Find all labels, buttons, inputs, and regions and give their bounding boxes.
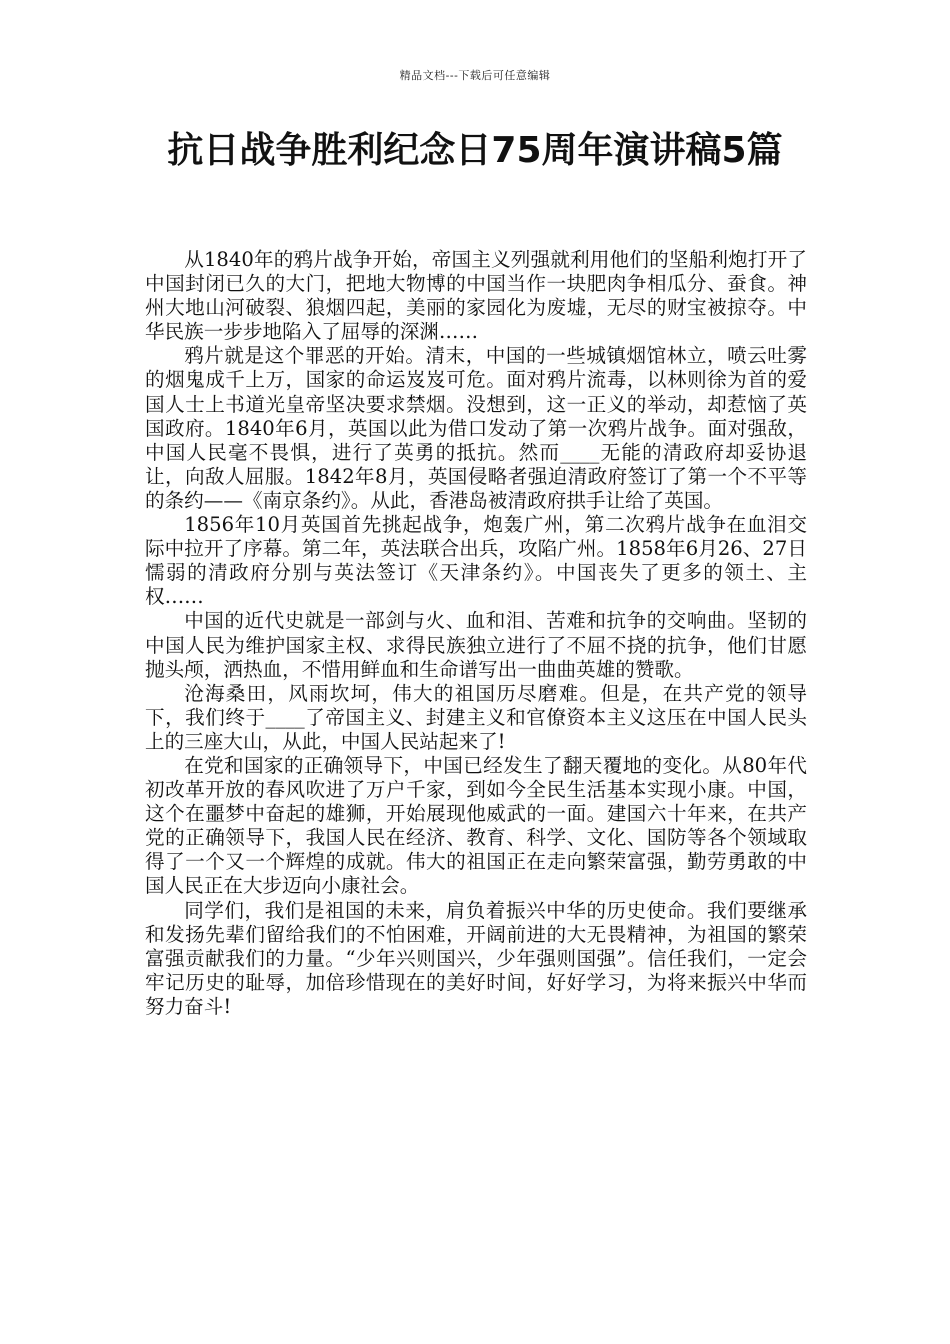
document-body <box>145 248 807 1019</box>
paragraph: 在党和国家的正确领导下，中国已经发生了翻天覆地的变化。从80年代初改革开放的春风吹进了万户千家，到如今全民生活基本实现小康。中国，这个在噩梦中奋起的雄狮，开始展现他威武的一面。建国六十年来，在共产党的正确领导下，我国人民在经济、教育、科学、文化、国防等各个领域取得了一个又一个辉煌的成就。伟大的祖国正在走向繁荣富强，勤劳勇敢的中国人民正在大步迈向小康社会。 <box>145 753 807 898</box>
paragraph: 中国的近代史就是一部剑与火、血和泪、苦难和抗争的交响曲。坚韧的中国人民为维护国家主权、求得民族独立进行了不屈不挠的抗争，他们甘愿抛头颅，洒热血，不惜用鲜血和生命谱写出一曲曲英雄的赞歌。 <box>145 609 807 681</box>
paragraph: 同学们，我们是祖国的未来，肩负着振兴中华的历史使命。我们要继承和发扬先辈们留给我们的不怕困难，开阔前进的大无畏精神，为祖国的繁荣富强贡献我们的力量。“少年兴则国兴，少年强则国强”。信任我们，一定会牢记历史的耻辱，加倍珍惜现在的美好时间，好好学习，为将来振兴中华而努力奋斗! <box>145 898 807 1018</box>
paragraph: 沧海桑田，风雨坎坷，伟大的祖国历尽磨难。但是，在共产党的领导下，我们终于____了帝国主义、封建主义和官僚资本主义这压在中国人民头上的三座大山，从此，中国人民站起来了! <box>145 681 807 753</box>
paragraph: 1856年10月英国首先挑起战争，炮轰广州，第二次鸦片战争在血泪交际中拉开了序幕。第二年，英法联合出兵，攻陷广州。1858年6月26、27日懦弱的清政府分别与英法签订《天津条约》。中国丧失了更多的领土、主权…… <box>145 513 807 609</box>
page-title: 抗日战争胜利纪念日75周年演讲稿5篇 <box>167 130 783 171</box>
header-note: 精品文档---下载后可任意编辑 <box>399 69 551 82</box>
paragraph: 从1840年的鸦片战争开始，帝国主义列强就利用他们的坚船利炮打开了中国封闭已久的大门，把地大物博的中国当作一块肥肉争相瓜分、蚕食。神州大地山河破裂、狼烟四起，美丽的家园化为废墟，无尽的财宝被掠夺。中华民族一步步地陷入了屈辱的深渊…… <box>145 248 807 344</box>
paragraph: 鸦片就是这个罪恶的开始。清末，中国的一些城镇烟馆林立，喷云吐雾的烟鬼成千上万，国家的命运岌岌可危。面对鸦片流毒，以林则徐为首的爱国人士上书道光皇帝坚决要求禁烟。没想到，这一正义的举动，却惹恼了英国政府。1840年6月，英国以此为借口发动了第一次鸦片战争。面对强敌，中国人民毫不畏惧，进行了英勇的抵抗。然而____无能的清政府却妥协退让，向敌人屈服。1842年8月，英国侵略者强迫清政府签订了第一个不平等的条约——《南京条约》。从此，香港岛被清政府拱手让给了英国。 <box>145 344 807 512</box>
